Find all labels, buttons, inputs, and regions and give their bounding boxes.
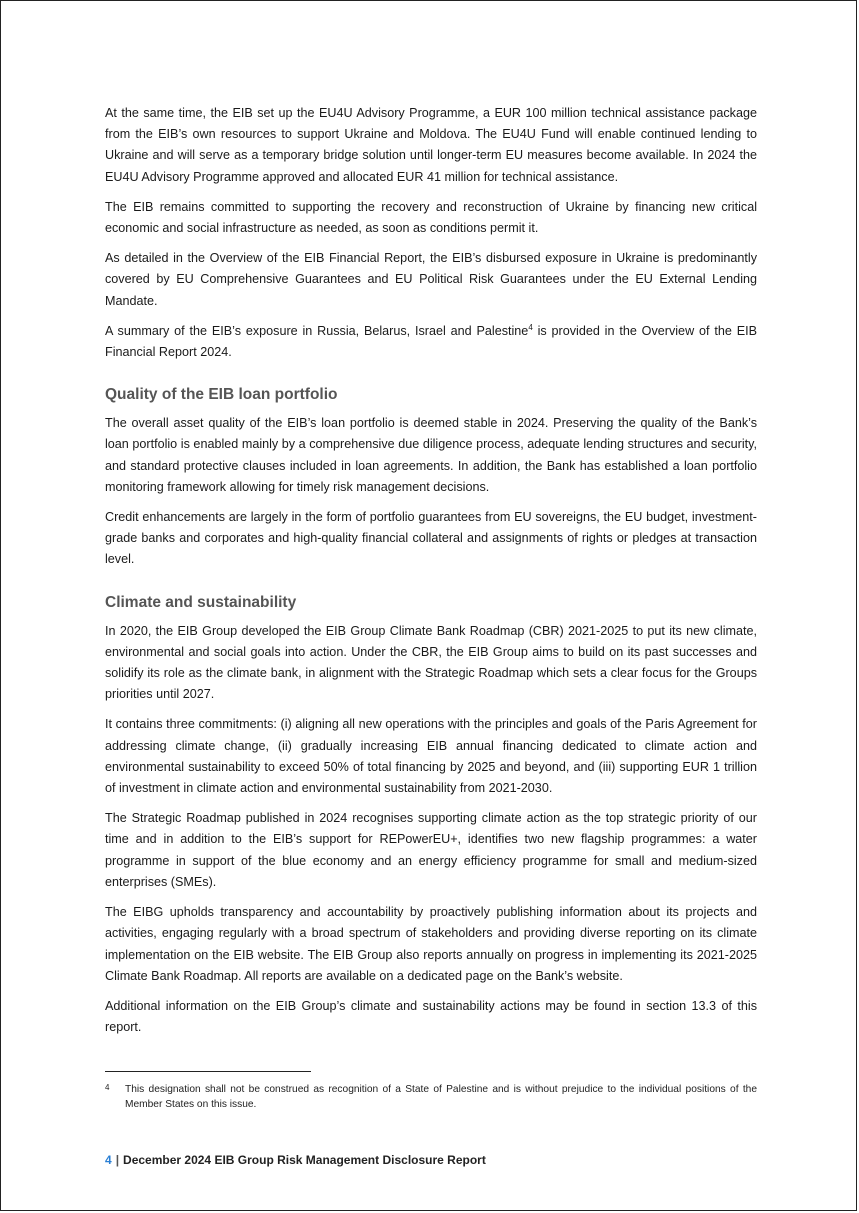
climate-paragraph-1: In 2020, the EIB Group developed the EIB Group Climate Bank Roadmap (CBR) 2021-2025 to put its new climate, environmental and social goals into action. Under the CBR, the EIB Group aims to build on its past successes and solidify its role as the climate bank, in alignment with the Strategic Roadmap which sets a clear focus for the Groups priorities until 2027. (105, 623, 757, 702)
footer-separator: | (115, 1153, 120, 1167)
quality-paragraph-2: Credit enhancements are largely in the form of portfolio guarantees from EU sovereigns, the EU budget, investment-grade banks and corporates and high-quality financial collateral and assignments of rights or pledges at transaction level. (105, 510, 757, 567)
climate-paragraph-4: The EIBG upholds transparency and accountability by proactively publishing information about its projects and activities, engaging regularly with a broad spectrum of stakeholders and providing diverse reporting on its climate implementation on the EIB website. The EIB Group also reports annually on progress in implementing its 2021-2025 Climate Bank Roadmap. All reports are available on a dedicated page on the Bank’s website. (105, 905, 757, 983)
footer-title: December 2024 EIB Group Risk Management Disclosure Report (123, 1153, 486, 1167)
intro-paragraph-2: The EIB remains committed to supporting the recovery and reconstruction of Ukraine by financing new critical economic and social infrastructure as needed, as soon as conditions permit it. (105, 199, 757, 236)
climate-paragraph-3: The Strategic Roadmap published in 2024 recognises supporting climate action as the top strategic priority of our time and in addition to the EIB’s support for REPowerEU+, identifies two new flagship programmes: a water programme in support of the blue economy and an energy efficiency programme for small and medium-sized enterprises (SMEs). (105, 811, 757, 889)
page-number: 4 (105, 1153, 112, 1167)
section-heading-quality: Quality of the EIB loan portfolio (105, 386, 338, 404)
summary-text-after: is provided in the Overview of the EIB Financial Report 2024. (105, 323, 757, 360)
climate-paragraph-5: Additional information on the EIB Group’s climate and sustainability actions may be found in section 13.3 of this report. (105, 998, 757, 1035)
page-footer (105, 1153, 486, 1167)
section-heading-climate: Climate and sustainability (105, 593, 297, 611)
summary-paragraph (105, 321, 757, 363)
footnote-text: This designation shall not be construed as recognition of a State of Palestine and is without prejudice to the individual positions of the Member States on this issue. (125, 1084, 757, 1110)
footnote (105, 1082, 757, 1112)
main-content (105, 103, 757, 1047)
footnote-reference[interactable]: 4 (528, 322, 533, 332)
intro-paragraph-3: As detailed in the Overview of the EIB Financial Report, the EIB’s disbursed exposure in Ukraine is predominantly covered by EU Comprehensive Guarantees and EU Political Risk Guarantees under the EU External Lending Mandate. (105, 251, 757, 308)
quality-paragraph-1: The overall asset quality of the EIB’s loan portfolio is deemed stable in 2024. Preserving the quality of the Bank’s loan portfolio is enabled mainly by a comprehensive due diligence process, adequate lending structures and security, and standard protective clauses included in loan agreements. In addition, the Bank has established a loan portfolio monitoring framework allowing for timely risk management decisions. (105, 416, 757, 494)
intro-paragraph-1: At the same time, the EIB set up the EU4U Advisory Programme, a EUR 100 million technical assistance package from the EIB’s own resources to support Ukraine and Moldova. The EU4U Fund will enable continued lending to Ukraine and will serve as a temporary bridge solution until longer-term EU measures become available. In 2024 the EU4U Advisory Programme approved and allocated EUR 41 million for technical assistance. (105, 106, 757, 184)
footnote-divider (105, 1071, 311, 1072)
climate-paragraph-2: It contains three commitments: (i) aligning all new operations with the principles and goals of the Paris Agreement for addressing climate change, (ii) gradually increasing EIB annual financing dedicated to climate action and environmental sustainability to exceed 50% of total financing by 2025 and beyond, and (iii) supporting EUR 1 trillion of investment in climate action and environmental sustainability from 2021-2030. (105, 717, 757, 796)
footnote-number: 4 (105, 1083, 110, 1092)
summary-text-before: A summary of the EIB’s exposure in Russia, Belarus, Israel and Palestine (105, 323, 529, 338)
